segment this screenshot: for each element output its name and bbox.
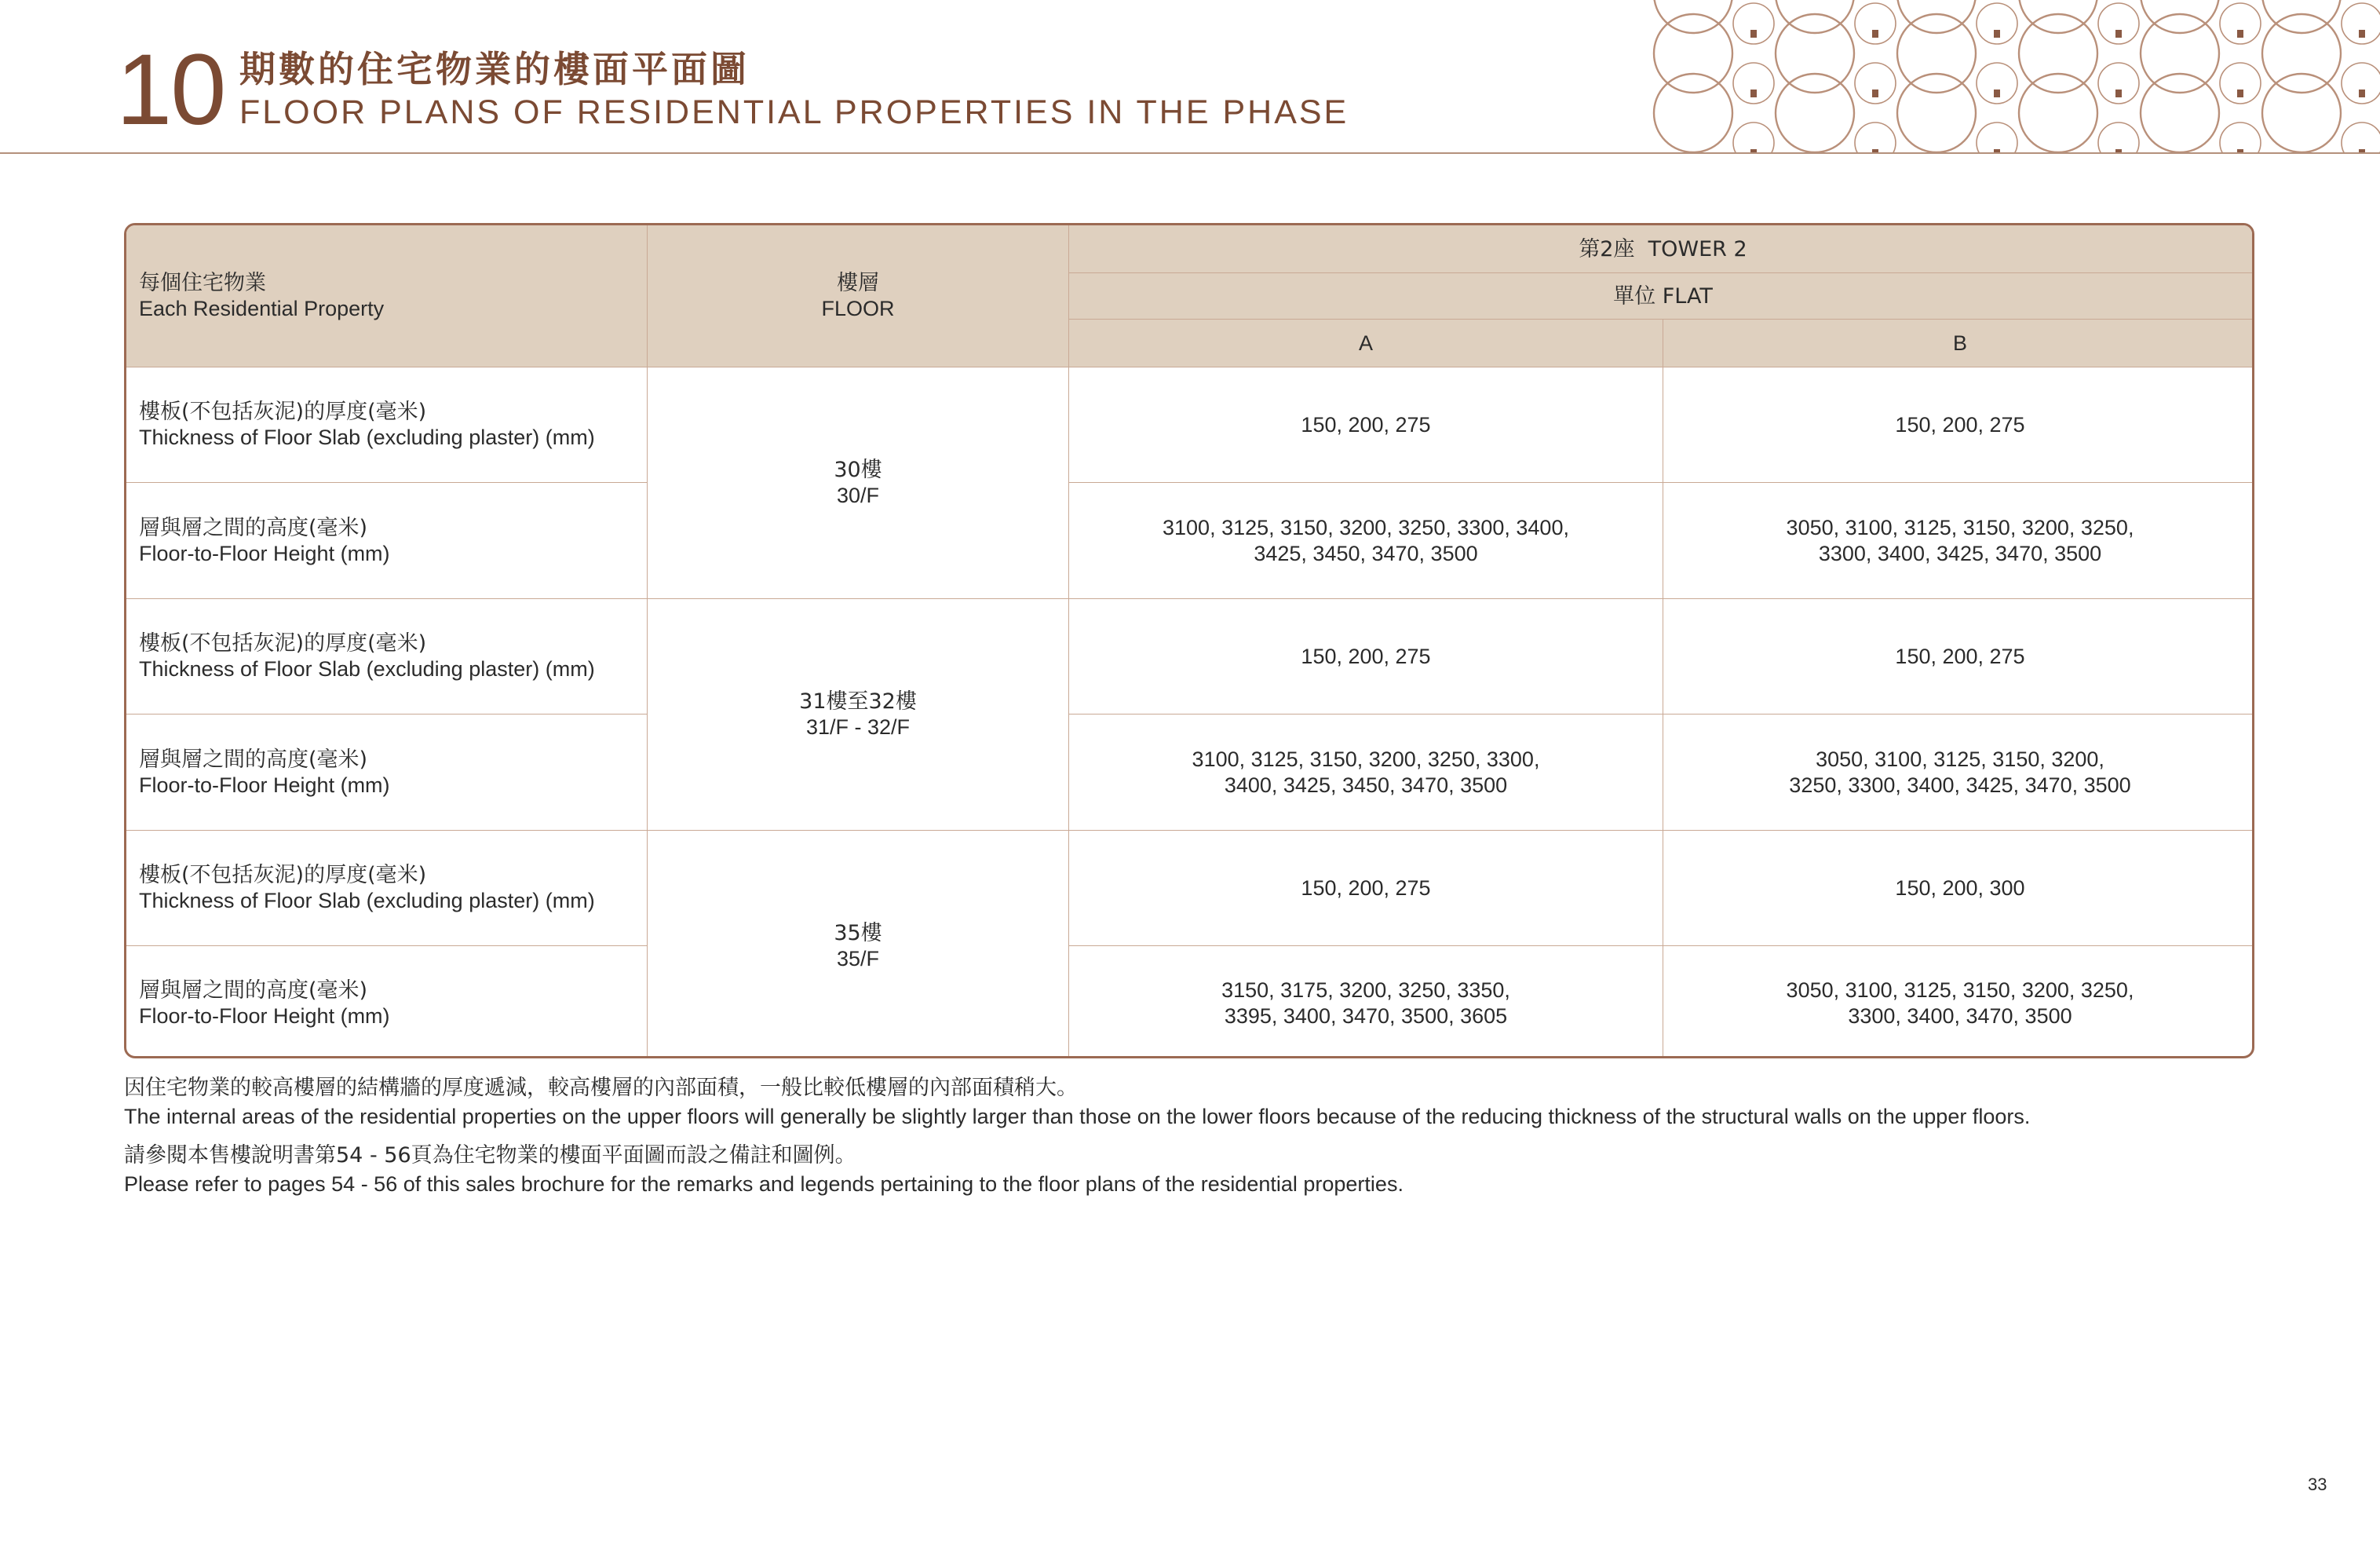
pattern-circle-small (1855, 63, 1896, 104)
pattern-accent (2237, 30, 2243, 38)
pattern-circle (2141, 74, 2219, 152)
pattern-circle-small (1977, 3, 2017, 44)
pattern-accent (2115, 30, 2122, 38)
pattern-accent (2359, 30, 2365, 38)
floor-header-cell (647, 225, 1068, 367)
row-label-height (126, 482, 647, 598)
footnotes (124, 1074, 2291, 1198)
height-value-a (1068, 714, 1663, 830)
height-value-b (1663, 714, 2254, 830)
pattern-circle-small (1855, 122, 1896, 153)
floor-cell (647, 830, 1068, 1058)
height-b-line-1: 3050, 3100, 3125, 3150, 3200, (1816, 747, 2104, 771)
pattern-circle-small (2342, 63, 2380, 104)
pattern-circle (1776, 0, 1854, 33)
pattern-circle-small (1977, 63, 2017, 104)
height-label-zh: 層與層之間的高度(毫米) (139, 978, 368, 1003)
slab-value-b (1663, 598, 2254, 714)
header-divider (0, 152, 2380, 154)
pattern-circle-small (2342, 122, 2380, 153)
pattern-circle (1776, 74, 1854, 152)
row-label-slab (126, 598, 647, 714)
flat-header-cell (1068, 272, 2254, 319)
section-title-zh: 期數的住宅物業的樓面平面圖 (239, 48, 750, 90)
property-header-zh: 每個住宅物業 (139, 271, 266, 295)
section-title-en: FLOOR PLANS OF RESIDENTIAL PROPERTIES IN THE PHASE (239, 93, 1349, 131)
pattern-circle (1897, 74, 1976, 152)
flat-header: 單位 FLAT (1613, 283, 1713, 309)
note-2-zh: 請參閱本售樓說明書第54 - 56頁為住宅物業的樓面平面圖而設之備註和圖例。 (124, 1143, 856, 1168)
pattern-circle (2141, 0, 2219, 33)
height-a-line-1: 3150, 3175, 3200, 3250, 3350, (1221, 978, 1510, 1002)
flat-b-header-cell (1663, 319, 2254, 367)
height-a-line-2: 3425, 3450, 3470, 3500 (1254, 541, 1478, 565)
slab-label-en: Thickness of Floor Slab (excluding plaster) (mm) (139, 657, 595, 681)
height-value-b (1663, 945, 2254, 1058)
pattern-circle-small (1977, 122, 2017, 153)
flat-b-label: B (1952, 331, 1967, 355)
pattern-circle-small (1855, 3, 1896, 44)
floor-en: 35/F (836, 946, 880, 970)
slab-value-b (1663, 830, 2254, 945)
row-label-slab (126, 830, 647, 945)
height-value-a (1068, 945, 1663, 1058)
floor-header-zh: 樓層 (837, 271, 879, 295)
property-header-cell (126, 225, 647, 367)
slab-label-en: Thickness of Floor Slab (excluding plaster) (mm) (139, 426, 595, 449)
pattern-circle (1654, 14, 1732, 93)
slab-label-zh: 樓板(不包括灰泥)的厚度(毫米) (139, 400, 427, 424)
slab-b-text: 150, 200, 275 (1895, 644, 2025, 668)
floor-zh: 30樓 (834, 458, 882, 482)
slab-b-text: 150, 200, 275 (1895, 412, 2025, 437)
height-a-line-1: 3100, 3125, 3150, 3200, 3250, 3300, 3400, (1163, 515, 1569, 539)
pattern-accent (1750, 90, 1757, 97)
pattern-accent (1872, 90, 1878, 97)
slab-value-b (1663, 367, 2254, 482)
pattern-circle-small (2220, 63, 2261, 104)
height-b-line-2: 3300, 3400, 3470, 3500 (1848, 1004, 2072, 1028)
pattern-circle (2262, 14, 2341, 93)
pattern-circle (1654, 74, 1732, 152)
floor-cell (647, 367, 1068, 598)
note-2-en: Please refer to pages 54 - 56 of this sales brochure for the remarks and legends pertaining to the floor plans of the residential properties. (124, 1172, 1404, 1196)
pattern-accent (2115, 90, 2122, 97)
pattern-circle-small (2098, 3, 2139, 44)
pattern-circle (2141, 14, 2219, 93)
pattern-circle-small (2098, 63, 2139, 104)
slab-value-a (1068, 367, 1663, 482)
tower-header: 第2座 TOWER 2 (1579, 236, 1747, 261)
pattern-circle-small (2220, 122, 2261, 153)
height-label-en: Floor-to-Floor Height (mm) (139, 541, 390, 565)
pattern-circle (1897, 14, 1976, 93)
property-header-en: Each Residential Property (139, 297, 385, 320)
page-number: 33 (2308, 1475, 2327, 1494)
pattern-accent (2237, 90, 2243, 97)
floor-zh: 35樓 (834, 920, 882, 945)
height-a-line-1: 3100, 3125, 3150, 3200, 3250, 3300, (1192, 747, 1540, 771)
slab-label-en: Thickness of Floor Slab (excluding plaster) (mm) (139, 889, 595, 912)
pattern-circle (1776, 14, 1854, 93)
floor-en: 31/F - 32/F (805, 715, 911, 739)
pattern-circle (2262, 74, 2341, 152)
pattern-circle-small (1733, 3, 1774, 44)
tower-header-cell (1068, 225, 2254, 272)
row-label-height (126, 945, 647, 1058)
height-b-line-1: 3050, 3100, 3125, 3150, 3200, 3250, (1786, 978, 2134, 1002)
floor-en: 30/F (836, 484, 880, 507)
height-label-zh: 層與層之間的高度(毫米) (139, 747, 368, 772)
pattern-accent (1994, 30, 2000, 38)
pattern-accent (1872, 30, 1878, 38)
pattern-circle (1897, 0, 1976, 33)
height-a-line-2: 3400, 3425, 3450, 3470, 3500 (1224, 773, 1508, 797)
slab-value-a (1068, 830, 1663, 945)
height-b-line-2: 3300, 3400, 3425, 3470, 3500 (1818, 541, 2102, 565)
height-a-line-2: 3395, 3400, 3470, 3500, 3605 (1224, 1004, 1508, 1028)
slab-label-zh: 樓板(不包括灰泥)的厚度(毫米) (139, 863, 427, 887)
decorative-circle-pattern (1648, 0, 2380, 153)
section-number: 10 (116, 34, 225, 146)
slab-b-text: 150, 200, 300 (1895, 875, 2025, 900)
pattern-circle-small (2098, 122, 2139, 153)
flat-a-header-cell (1068, 319, 1663, 367)
row-label-slab (126, 367, 647, 482)
height-label-en: Floor-to-Floor Height (mm) (139, 1004, 390, 1028)
pattern-circle (1654, 0, 1732, 33)
floor-cell (647, 598, 1068, 830)
pattern-accent (1750, 30, 1757, 38)
pattern-circle-small (2220, 3, 2261, 44)
pattern-circle (2019, 14, 2097, 93)
floor-data-table (124, 223, 2254, 1058)
height-label-en: Floor-to-Floor Height (mm) (139, 773, 390, 797)
flat-a-label: A (1358, 331, 1373, 355)
height-label-zh: 層與層之間的高度(毫米) (139, 515, 368, 540)
floor-zh: 31樓至32樓 (799, 689, 917, 714)
pattern-circle-small (1733, 122, 1774, 153)
row-label-height (126, 714, 647, 830)
slab-value-a (1068, 598, 1663, 714)
slab-a-text: 150, 200, 275 (1301, 875, 1431, 900)
pattern-circle-small (1733, 63, 1774, 104)
floor-header-en: FLOOR (821, 297, 895, 320)
pattern-circle (2262, 0, 2341, 33)
height-value-b (1663, 482, 2254, 598)
note-1-en: The internal areas of the residential properties on the upper floors will generally be slightly larger than those on the lower floors because of the reducing thickness of the structural walls on the upper floors. (124, 1105, 2031, 1128)
page-header (0, 0, 2380, 157)
slab-a-text: 150, 200, 275 (1301, 412, 1431, 437)
pattern-circle (2019, 0, 2097, 33)
height-b-line-1: 3050, 3100, 3125, 3150, 3200, 3250, (1786, 515, 2134, 539)
slab-a-text: 150, 200, 275 (1301, 644, 1431, 668)
pattern-circle (2019, 74, 2097, 152)
pattern-accent (1994, 90, 2000, 97)
pattern-accent (2359, 90, 2365, 97)
height-b-line-2: 3250, 3300, 3400, 3425, 3470, 3500 (1789, 773, 2131, 797)
note-1-zh: 因住宅物業的較高樓層的結構牆的厚度遞減，較高樓層的內部面積，一般比較低樓層的內部面積稍大。 (124, 1076, 1078, 1100)
slab-label-zh: 樓板(不包括灰泥)的厚度(毫米) (139, 631, 427, 656)
height-value-a (1068, 482, 1663, 598)
pattern-circle-small (2342, 3, 2380, 44)
